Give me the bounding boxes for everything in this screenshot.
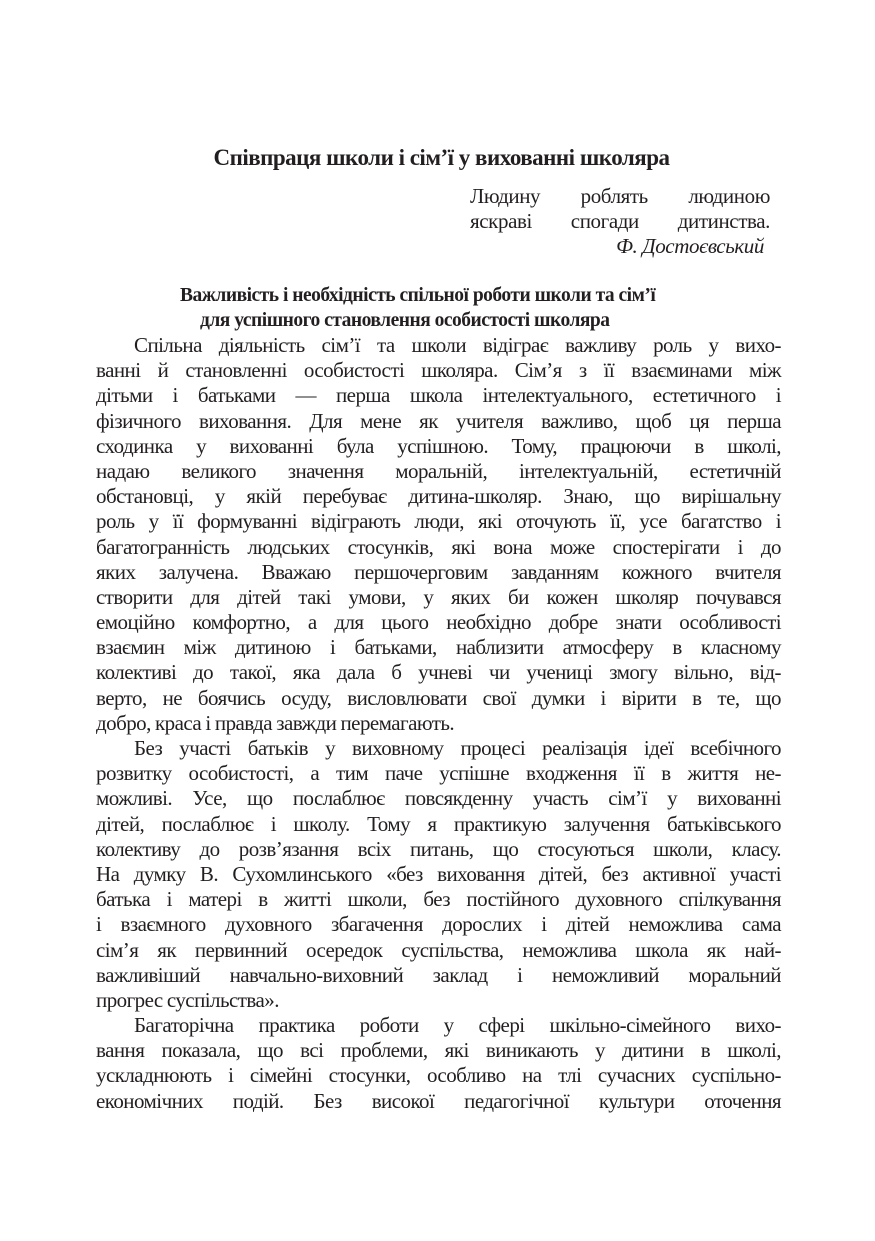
text-line: Багаторічна практика роботи у сфері шкільно-сімейного вихо- [134, 1013, 781, 1038]
text-line: Спільна діяльність сім’ї та школи відіграє важливу роль у вихо- [134, 333, 781, 357]
text-line: ускладнюють і сімейні стосунки, особливо на тлі сучасних суспільно- [96, 1063, 781, 1088]
section-heading [96, 283, 781, 333]
epigraph [470, 183, 770, 259]
text-line: фізичного виховання. Для мене як учителя важливо, щоб ця перша [96, 408, 781, 433]
text-line: яких залучена. Вважаю першочерговим завданням кожного вчителя [96, 559, 781, 584]
epigraph-line: Людину роблять людиною [470, 184, 770, 208]
text-line: батька і матері в житті школи, без постійного духовного спілкування [96, 887, 781, 912]
text-line: колективу до розв’язання всіх питань, що стосуються школи, класу. [96, 836, 781, 861]
text-line: дітей, послаблює і школу. Тому я практикую залучення батьківського [96, 811, 781, 836]
text-line: сходинка у вихованні була успішною. Тому, працюючи в школі, [96, 433, 781, 458]
paragraph [96, 1013, 781, 1114]
text-line: можливі. Усе, що послаблює повсякденну участь сім’ї у вихованні [96, 786, 781, 811]
section-heading-line: Важливість і необхідність спільної роботи школи та сім’ї [180, 285, 656, 306]
text-line: Без участі батьків у виховному процесі реалізація ідеї всебічного [134, 736, 781, 760]
page-title: Співпраця школи і сім’ї у вихованні школяра [213, 145, 670, 170]
text-line: взаємин між дитиною і батьками, наблизити атмосферу в класному [96, 635, 781, 660]
text-line: і взаємного духовного збагачення дорослих і дітей неможлива сама [96, 912, 781, 937]
epigraph-author: Ф. Достоєвський [616, 234, 764, 259]
text-line: створити для дітей такі умови, у яких би кожен школяр почувався [96, 584, 781, 609]
text-line: роль у її формуванні відіграють люди, які оточують її, усе багатство і [96, 509, 781, 534]
text-line: верто, не боячись осуду, висловлювати свої думки і вірити в те, що [96, 685, 781, 710]
text-line: емоційно комфортно, а для цього необхідно добре знати особливості [96, 610, 781, 635]
paragraph [96, 736, 781, 1013]
text-line: На думку В. Сухомлинського «без виховання дітей, без активної участі [96, 861, 781, 886]
section-heading-line: для успішного становлення особистості школяра [200, 310, 610, 331]
text-line: багатогранність людських стосунків, які вона може спостерігати і до [96, 534, 781, 559]
text-line: сім’я як первинний осередок суспільства, неможлива школа як най- [96, 937, 781, 962]
text-line: обстановці, у якій перебуває дитина-школяр. Знаю, що вирішальну [96, 484, 781, 509]
text-line: прогрес суспільства». [96, 987, 279, 1012]
text-line: розвитку особистості, а тим паче успішне входження її в життя не- [96, 761, 781, 786]
epigraph-line: яскраві спогади дитинства. [470, 209, 770, 234]
body-text [96, 333, 781, 1114]
paragraph [96, 333, 781, 736]
text-line: ванні й становленні особистості школяра. Сім’я з її взаєминами між [96, 358, 781, 383]
text-line: економічних подій. Без високої педагогічної культури оточення [96, 1088, 781, 1113]
text-line: дітьми і батьками — перша школа інтелектуального, естетичного і [96, 383, 781, 408]
text-line: добро, краса і правда завжди перемагають. [96, 710, 455, 735]
text-line: колективі до такої, яка дала б учневі чи учениці змогу вільно, від- [96, 660, 781, 685]
text-line: вання показала, що всі проблеми, які виникають у дитини в школі, [96, 1038, 781, 1063]
text-line: надаю великого значення моральній, інтелектуальній, естетичній [96, 458, 781, 483]
text-line: важливіший навчально-виховний заклад і неможливий моральний [96, 962, 781, 987]
